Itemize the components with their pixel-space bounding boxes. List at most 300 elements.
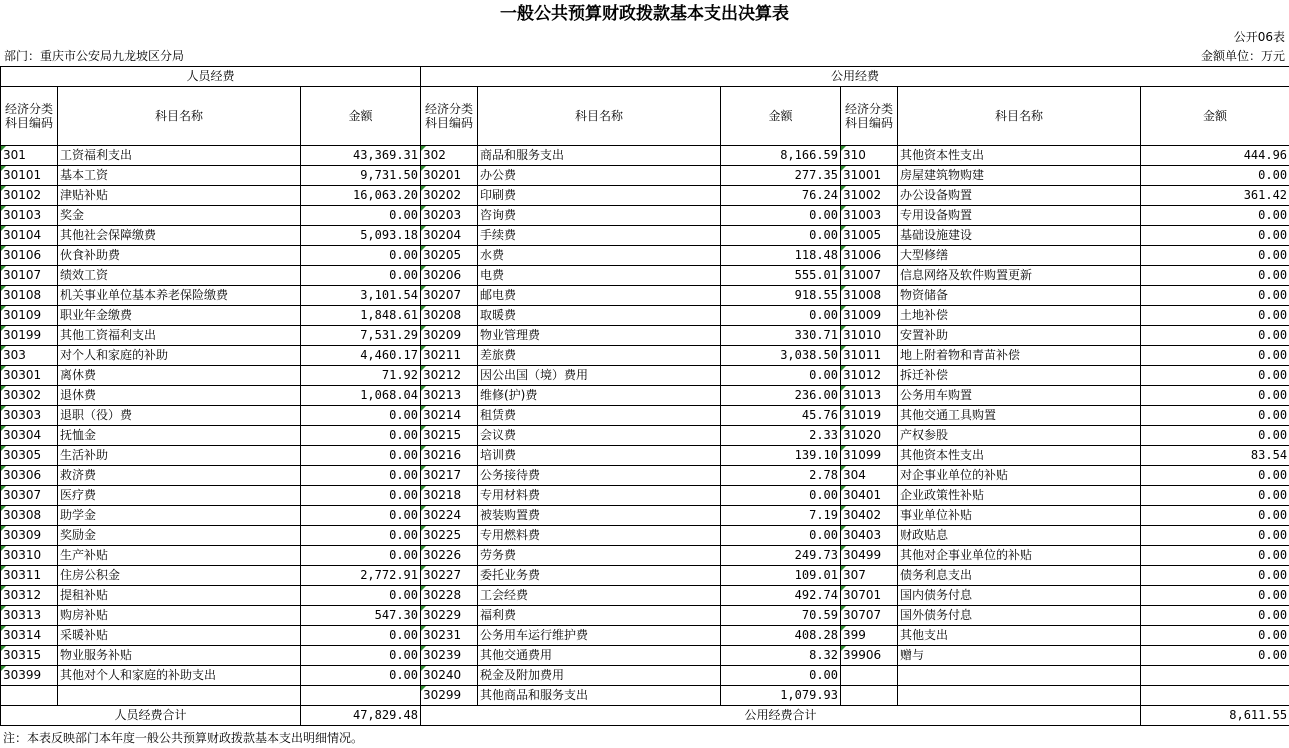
cell-name: 商品和服务支出 — [478, 146, 721, 166]
form-number: 公开06表 — [1233, 30, 1285, 44]
cell-amount: 0.00 — [301, 486, 421, 506]
cell-amount: 0.00 — [301, 406, 421, 426]
cell-amount: 0.00 — [301, 546, 421, 566]
cell-name: 对企事业单位的补贴 — [898, 466, 1141, 486]
cell-code: 30213 — [421, 386, 478, 406]
cell-code: 303 — [1, 346, 58, 366]
cell-name: 地上附着物和青苗补偿 — [898, 346, 1141, 366]
cell-amount: 3,038.50 — [721, 346, 841, 366]
section-header-row — [1, 67, 1289, 87]
cell-code: 30308 — [1, 506, 58, 526]
cell-amount: 0.00 — [721, 306, 841, 326]
cell-code: 30203 — [421, 206, 478, 226]
cell-name: 退休费 — [58, 386, 301, 406]
cell-code: 30106 — [1, 246, 58, 266]
personnel-total-amount: 47,829.48 — [301, 706, 421, 726]
cell-code: 30102 — [1, 186, 58, 206]
cell-code: 31003 — [841, 206, 898, 226]
cell-amount: 7,531.29 — [301, 326, 421, 346]
cell-amount — [301, 686, 421, 706]
table-row — [1, 366, 1289, 386]
cell-code: 30212 — [421, 366, 478, 386]
cell-name: 专用材料费 — [478, 486, 721, 506]
cell-code: 30207 — [421, 286, 478, 306]
col-header-amount: 金额 — [721, 87, 841, 146]
cell-code: 30707 — [841, 606, 898, 626]
cell-name: 其他资本性支出 — [898, 446, 1141, 466]
cell-code: 30227 — [421, 566, 478, 586]
cell-code: 31001 — [841, 166, 898, 186]
cell-name: 公务用车运行维护费 — [478, 626, 721, 646]
cell-amount: 9,731.50 — [301, 166, 421, 186]
cell-code: 30499 — [841, 546, 898, 566]
personnel-section-header: 人员经费 — [1, 67, 421, 87]
cell-name: 奖励金 — [58, 526, 301, 546]
cell-amount: 0.00 — [1141, 386, 1289, 406]
cell-amount: 1,079.93 — [721, 686, 841, 706]
cell-amount: 408.28 — [721, 626, 841, 646]
cell-name: 信息网络及软件购置更新 — [898, 266, 1141, 286]
cell-name: 债务利息支出 — [898, 566, 1141, 586]
cell-code: 30401 — [841, 486, 898, 506]
cell-amount: 2.78 — [721, 466, 841, 486]
cell-name: 物业服务补贴 — [58, 646, 301, 666]
cell-amount: 45.76 — [721, 406, 841, 426]
table-row — [1, 686, 1289, 706]
cell-code: 304 — [841, 466, 898, 486]
cell-code: 30215 — [421, 426, 478, 446]
cell-name: 国内债务付息 — [898, 586, 1141, 606]
cell-name: 助学金 — [58, 506, 301, 526]
cell-amount: 0.00 — [1141, 206, 1289, 226]
col-header-name: 科目名称 — [58, 87, 301, 146]
cell-amount: 0.00 — [301, 646, 421, 666]
cell-name: 办公设备购置 — [898, 186, 1141, 206]
cell-code: 30228 — [421, 586, 478, 606]
cell-code: 30310 — [1, 546, 58, 566]
personnel-total-label: 人员经费合计 — [1, 706, 301, 726]
cell-name: 离休费 — [58, 366, 301, 386]
cell-amount: 76.24 — [721, 186, 841, 206]
cell-amount: 1,848.61 — [301, 306, 421, 326]
table-row — [1, 326, 1289, 346]
public-section-header: 公用经费 — [421, 67, 1289, 87]
cell-name: 其他工资福利支出 — [58, 326, 301, 346]
cell-amount: 0.00 — [1141, 586, 1289, 606]
cell-amount: 7.19 — [721, 506, 841, 526]
table-row — [1, 506, 1289, 526]
cell-name: 租赁费 — [478, 406, 721, 426]
table-row — [1, 626, 1289, 646]
footnote: 注：本表反映部门本年度一般公共预算财政拨款基本支出明细情况。 — [3, 731, 364, 745]
cell-name: 维修(护)费 — [478, 386, 721, 406]
col-header-name: 科目名称 — [478, 87, 721, 146]
cell-amount: 0.00 — [1141, 466, 1289, 486]
cell-name: 委托业务费 — [478, 566, 721, 586]
cell-amount: 0.00 — [721, 526, 841, 546]
cell-amount: 330.71 — [721, 326, 841, 346]
cell-code: 30205 — [421, 246, 478, 266]
cell-code: 30108 — [1, 286, 58, 306]
cell-name: 国外债务付息 — [898, 606, 1141, 626]
cell-code: 30109 — [1, 306, 58, 326]
table-row — [1, 166, 1289, 186]
cell-name: 大型修缮 — [898, 246, 1141, 266]
cell-amount: 0.00 — [1141, 626, 1289, 646]
cell-code: 31002 — [841, 186, 898, 206]
cell-name: 拆迁补偿 — [898, 366, 1141, 386]
cell-amount: 1,068.04 — [301, 386, 421, 406]
cell-amount: 0.00 — [1141, 486, 1289, 506]
cell-code: 302 — [421, 146, 478, 166]
cell-amount: 0.00 — [301, 466, 421, 486]
cell-name: 退职（役）费 — [58, 406, 301, 426]
cell-code: 30225 — [421, 526, 478, 546]
cell-amount: 555.01 — [721, 266, 841, 286]
totals-row — [1, 706, 1289, 726]
cell-code: 30305 — [1, 446, 58, 466]
cell-amount: 3,101.54 — [301, 286, 421, 306]
cell-amount: 83.54 — [1141, 446, 1289, 466]
cell-name: 绩效工资 — [58, 266, 301, 286]
cell-amount: 118.48 — [721, 246, 841, 266]
cell-code: 30304 — [1, 426, 58, 446]
table-row — [1, 566, 1289, 586]
cell-code: 31012 — [841, 366, 898, 386]
cell-amount: 0.00 — [1141, 166, 1289, 186]
cell-code: 30229 — [421, 606, 478, 626]
table-row — [1, 406, 1289, 426]
cell-amount: 0.00 — [1141, 306, 1289, 326]
cell-code: 30399 — [1, 666, 58, 686]
cell-amount: 0.00 — [721, 226, 841, 246]
cell-code: 30402 — [841, 506, 898, 526]
cell-name: 住房公积金 — [58, 566, 301, 586]
cell-amount: 16,063.20 — [301, 186, 421, 206]
cell-code — [1, 686, 58, 706]
cell-name: 采暖补贴 — [58, 626, 301, 646]
cell-name: 企业政策性补贴 — [898, 486, 1141, 506]
cell-code: 30209 — [421, 326, 478, 346]
cell-amount: 0.00 — [1141, 366, 1289, 386]
cell-code: 30202 — [421, 186, 478, 206]
cell-amount: 0.00 — [721, 666, 841, 686]
table-row — [1, 546, 1289, 566]
page-title: 一般公共预算财政拨款基本支出决算表 — [500, 4, 789, 24]
cell-name: 对个人和家庭的补助 — [58, 346, 301, 366]
cell-name — [898, 666, 1141, 686]
cell-amount: 71.92 — [301, 366, 421, 386]
cell-amount: 0.00 — [1141, 246, 1289, 266]
cell-code: 30204 — [421, 226, 478, 246]
column-header-row — [1, 87, 1289, 146]
cell-name: 其他对个人和家庭的补助支出 — [58, 666, 301, 686]
cell-amount: 0.00 — [301, 626, 421, 646]
cell-amount: 0.00 — [301, 206, 421, 226]
cell-code: 30309 — [1, 526, 58, 546]
cell-amount: 249.73 — [721, 546, 841, 566]
col-header-name: 科目名称 — [898, 87, 1141, 146]
cell-code: 30211 — [421, 346, 478, 366]
cell-amount: 0.00 — [721, 486, 841, 506]
cell-amount: 0.00 — [1141, 426, 1289, 446]
cell-code: 30206 — [421, 266, 478, 286]
cell-code: 30303 — [1, 406, 58, 426]
cell-name: 办公费 — [478, 166, 721, 186]
cell-code: 30216 — [421, 446, 478, 466]
table-row — [1, 286, 1289, 306]
cell-code: 31008 — [841, 286, 898, 306]
table-row — [1, 446, 1289, 466]
cell-amount: 0.00 — [1141, 346, 1289, 366]
cell-amount: 0.00 — [1141, 546, 1289, 566]
cell-name: 工会经费 — [478, 586, 721, 606]
cell-code: 31009 — [841, 306, 898, 326]
cell-code: 30199 — [1, 326, 58, 346]
table-row — [1, 526, 1289, 546]
col-header-code: 经济分类科目编码 — [841, 87, 898, 146]
table-row — [1, 666, 1289, 686]
cell-name: 培训费 — [478, 446, 721, 466]
cell-name: 水费 — [478, 246, 721, 266]
cell-amount: 2.33 — [721, 426, 841, 446]
cell-code: 30103 — [1, 206, 58, 226]
col-header-amount: 金额 — [301, 87, 421, 146]
cell-code: 307 — [841, 566, 898, 586]
cell-amount: 361.42 — [1141, 186, 1289, 206]
expenditure-table — [0, 66, 1289, 726]
cell-name: 其他资本性支出 — [898, 146, 1141, 166]
table-row — [1, 386, 1289, 406]
cell-code: 30104 — [1, 226, 58, 246]
cell-amount: 70.59 — [721, 606, 841, 626]
table-row — [1, 186, 1289, 206]
cell-code: 30302 — [1, 386, 58, 406]
cell-name: 机关事业单位基本养老保险缴费 — [58, 286, 301, 306]
cell-amount: 0.00 — [1141, 226, 1289, 246]
cell-amount: 0.00 — [721, 366, 841, 386]
cell-name: 公务用车购置 — [898, 386, 1141, 406]
department-label: 部门：重庆市公安局九龙坡区分局 — [4, 49, 185, 63]
table-row — [1, 426, 1289, 446]
cell-code: 30701 — [841, 586, 898, 606]
cell-name: 其他交通工具购置 — [898, 406, 1141, 426]
cell-name: 产权参股 — [898, 426, 1141, 446]
cell-amount: 0.00 — [1141, 646, 1289, 666]
cell-code: 31007 — [841, 266, 898, 286]
cell-amount: 547.30 — [301, 606, 421, 626]
table-row — [1, 146, 1289, 166]
cell-code: 30311 — [1, 566, 58, 586]
table-row — [1, 606, 1289, 626]
cell-name: 安置补助 — [898, 326, 1141, 346]
table-row — [1, 226, 1289, 246]
cell-code: 31099 — [841, 446, 898, 466]
cell-name: 公务接待费 — [478, 466, 721, 486]
cell-code: 30239 — [421, 646, 478, 666]
col-header-code: 经济分类科目编码 — [421, 87, 478, 146]
table-row — [1, 646, 1289, 666]
cell-name: 物业管理费 — [478, 326, 721, 346]
cell-code: 31020 — [841, 426, 898, 446]
cell-amount: 8,166.59 — [721, 146, 841, 166]
cell-code: 310 — [841, 146, 898, 166]
cell-name: 其他支出 — [898, 626, 1141, 646]
cell-name: 其他社会保障缴费 — [58, 226, 301, 246]
cell-name: 职业年金缴费 — [58, 306, 301, 326]
cell-amount: 43,369.31 — [301, 146, 421, 166]
cell-amount: 139.10 — [721, 446, 841, 466]
public-total-label: 公用经费合计 — [421, 706, 1141, 726]
cell-name: 差旅费 — [478, 346, 721, 366]
cell-name: 咨询费 — [478, 206, 721, 226]
cell-code: 301 — [1, 146, 58, 166]
cell-name: 提租补贴 — [58, 586, 301, 606]
cell-name: 津贴补贴 — [58, 186, 301, 206]
cell-name: 房屋建筑物购建 — [898, 166, 1141, 186]
cell-name: 物资储备 — [898, 286, 1141, 306]
cell-name: 财政贴息 — [898, 526, 1141, 546]
cell-code: 30314 — [1, 626, 58, 646]
cell-code: 30226 — [421, 546, 478, 566]
cell-name — [58, 686, 301, 706]
cell-amount: 0.00 — [301, 506, 421, 526]
cell-code: 30201 — [421, 166, 478, 186]
cell-amount: 918.55 — [721, 286, 841, 306]
cell-code: 30218 — [421, 486, 478, 506]
cell-name: 生活补助 — [58, 446, 301, 466]
cell-amount: 236.00 — [721, 386, 841, 406]
unit-label: 金额单位：万元 — [1200, 49, 1285, 63]
cell-name — [898, 686, 1141, 706]
cell-code — [841, 666, 898, 686]
cell-name: 其他交通费用 — [478, 646, 721, 666]
cell-name: 因公出国（境）费用 — [478, 366, 721, 386]
cell-amount: 0.00 — [1141, 526, 1289, 546]
table-row — [1, 306, 1289, 326]
cell-code: 31006 — [841, 246, 898, 266]
cell-code: 30231 — [421, 626, 478, 646]
cell-name: 取暖费 — [478, 306, 721, 326]
cell-amount: 0.00 — [1141, 326, 1289, 346]
cell-name: 福利费 — [478, 606, 721, 626]
cell-code: 30307 — [1, 486, 58, 506]
table-row — [1, 466, 1289, 486]
cell-name: 工资福利支出 — [58, 146, 301, 166]
cell-amount: 444.96 — [1141, 146, 1289, 166]
col-header-amount: 金额 — [1141, 87, 1289, 146]
cell-amount: 5,093.18 — [301, 226, 421, 246]
cell-code: 30313 — [1, 606, 58, 626]
cell-code: 30403 — [841, 526, 898, 546]
cell-code: 30312 — [1, 586, 58, 606]
cell-amount: 0.00 — [1141, 406, 1289, 426]
cell-code: 30315 — [1, 646, 58, 666]
cell-code: 39906 — [841, 646, 898, 666]
public-total-amount: 8,611.55 — [1141, 706, 1289, 726]
cell-name: 印刷费 — [478, 186, 721, 206]
cell-code: 30301 — [1, 366, 58, 386]
cell-name: 土地补偿 — [898, 306, 1141, 326]
cell-amount — [1141, 686, 1289, 706]
cell-amount: 0.00 — [301, 526, 421, 546]
cell-amount: 0.00 — [301, 426, 421, 446]
cell-code: 31010 — [841, 326, 898, 346]
cell-code: 30208 — [421, 306, 478, 326]
cell-name: 抚恤金 — [58, 426, 301, 446]
cell-name: 邮电费 — [478, 286, 721, 306]
cell-name: 赠与 — [898, 646, 1141, 666]
table-row — [1, 586, 1289, 606]
cell-amount: 8.32 — [721, 646, 841, 666]
table-row — [1, 486, 1289, 506]
cell-amount: 0.00 — [301, 446, 421, 466]
cell-name: 被装购置费 — [478, 506, 721, 526]
cell-name: 电费 — [478, 266, 721, 286]
cell-name: 基本工资 — [58, 166, 301, 186]
cell-amount: 0.00 — [1141, 566, 1289, 586]
cell-amount: 0.00 — [301, 666, 421, 686]
cell-amount — [1141, 666, 1289, 686]
cell-amount: 0.00 — [721, 206, 841, 226]
table-row — [1, 206, 1289, 226]
cell-name: 伙食补助费 — [58, 246, 301, 266]
table-row — [1, 246, 1289, 266]
cell-name: 购房补贴 — [58, 606, 301, 626]
cell-amount: 0.00 — [301, 266, 421, 286]
cell-name: 其他对企事业单位的补贴 — [898, 546, 1141, 566]
cell-name: 其他商品和服务支出 — [478, 686, 721, 706]
cell-amount: 0.00 — [1141, 266, 1289, 286]
cell-name: 专用设备购置 — [898, 206, 1141, 226]
cell-amount: 0.00 — [1141, 606, 1289, 626]
cell-code: 30306 — [1, 466, 58, 486]
cell-amount: 0.00 — [301, 586, 421, 606]
cell-name: 生产补贴 — [58, 546, 301, 566]
cell-amount: 277.35 — [721, 166, 841, 186]
cell-code: 31011 — [841, 346, 898, 366]
table-row — [1, 266, 1289, 286]
cell-name: 基础设施建设 — [898, 226, 1141, 246]
cell-code: 30101 — [1, 166, 58, 186]
cell-code: 30214 — [421, 406, 478, 426]
cell-amount: 0.00 — [301, 246, 421, 266]
cell-name: 事业单位补贴 — [898, 506, 1141, 526]
cell-code: 31019 — [841, 406, 898, 426]
cell-name: 劳务费 — [478, 546, 721, 566]
cell-name: 医疗费 — [58, 486, 301, 506]
cell-code: 30299 — [421, 686, 478, 706]
col-header-code: 经济分类科目编码 — [1, 87, 58, 146]
cell-name: 救济费 — [58, 466, 301, 486]
cell-amount: 4,460.17 — [301, 346, 421, 366]
cell-name: 奖金 — [58, 206, 301, 226]
cell-code: 30240 — [421, 666, 478, 686]
cell-code: 399 — [841, 626, 898, 646]
cell-amount: 2,772.91 — [301, 566, 421, 586]
cell-amount: 109.01 — [721, 566, 841, 586]
cell-amount: 0.00 — [1141, 286, 1289, 306]
table-row — [1, 346, 1289, 366]
cell-amount: 0.00 — [1141, 506, 1289, 526]
cell-code — [841, 686, 898, 706]
cell-name: 会议费 — [478, 426, 721, 446]
cell-name: 手续费 — [478, 226, 721, 246]
cell-name: 专用燃料费 — [478, 526, 721, 546]
cell-amount: 492.74 — [721, 586, 841, 606]
cell-code: 31013 — [841, 386, 898, 406]
cell-code: 30224 — [421, 506, 478, 526]
